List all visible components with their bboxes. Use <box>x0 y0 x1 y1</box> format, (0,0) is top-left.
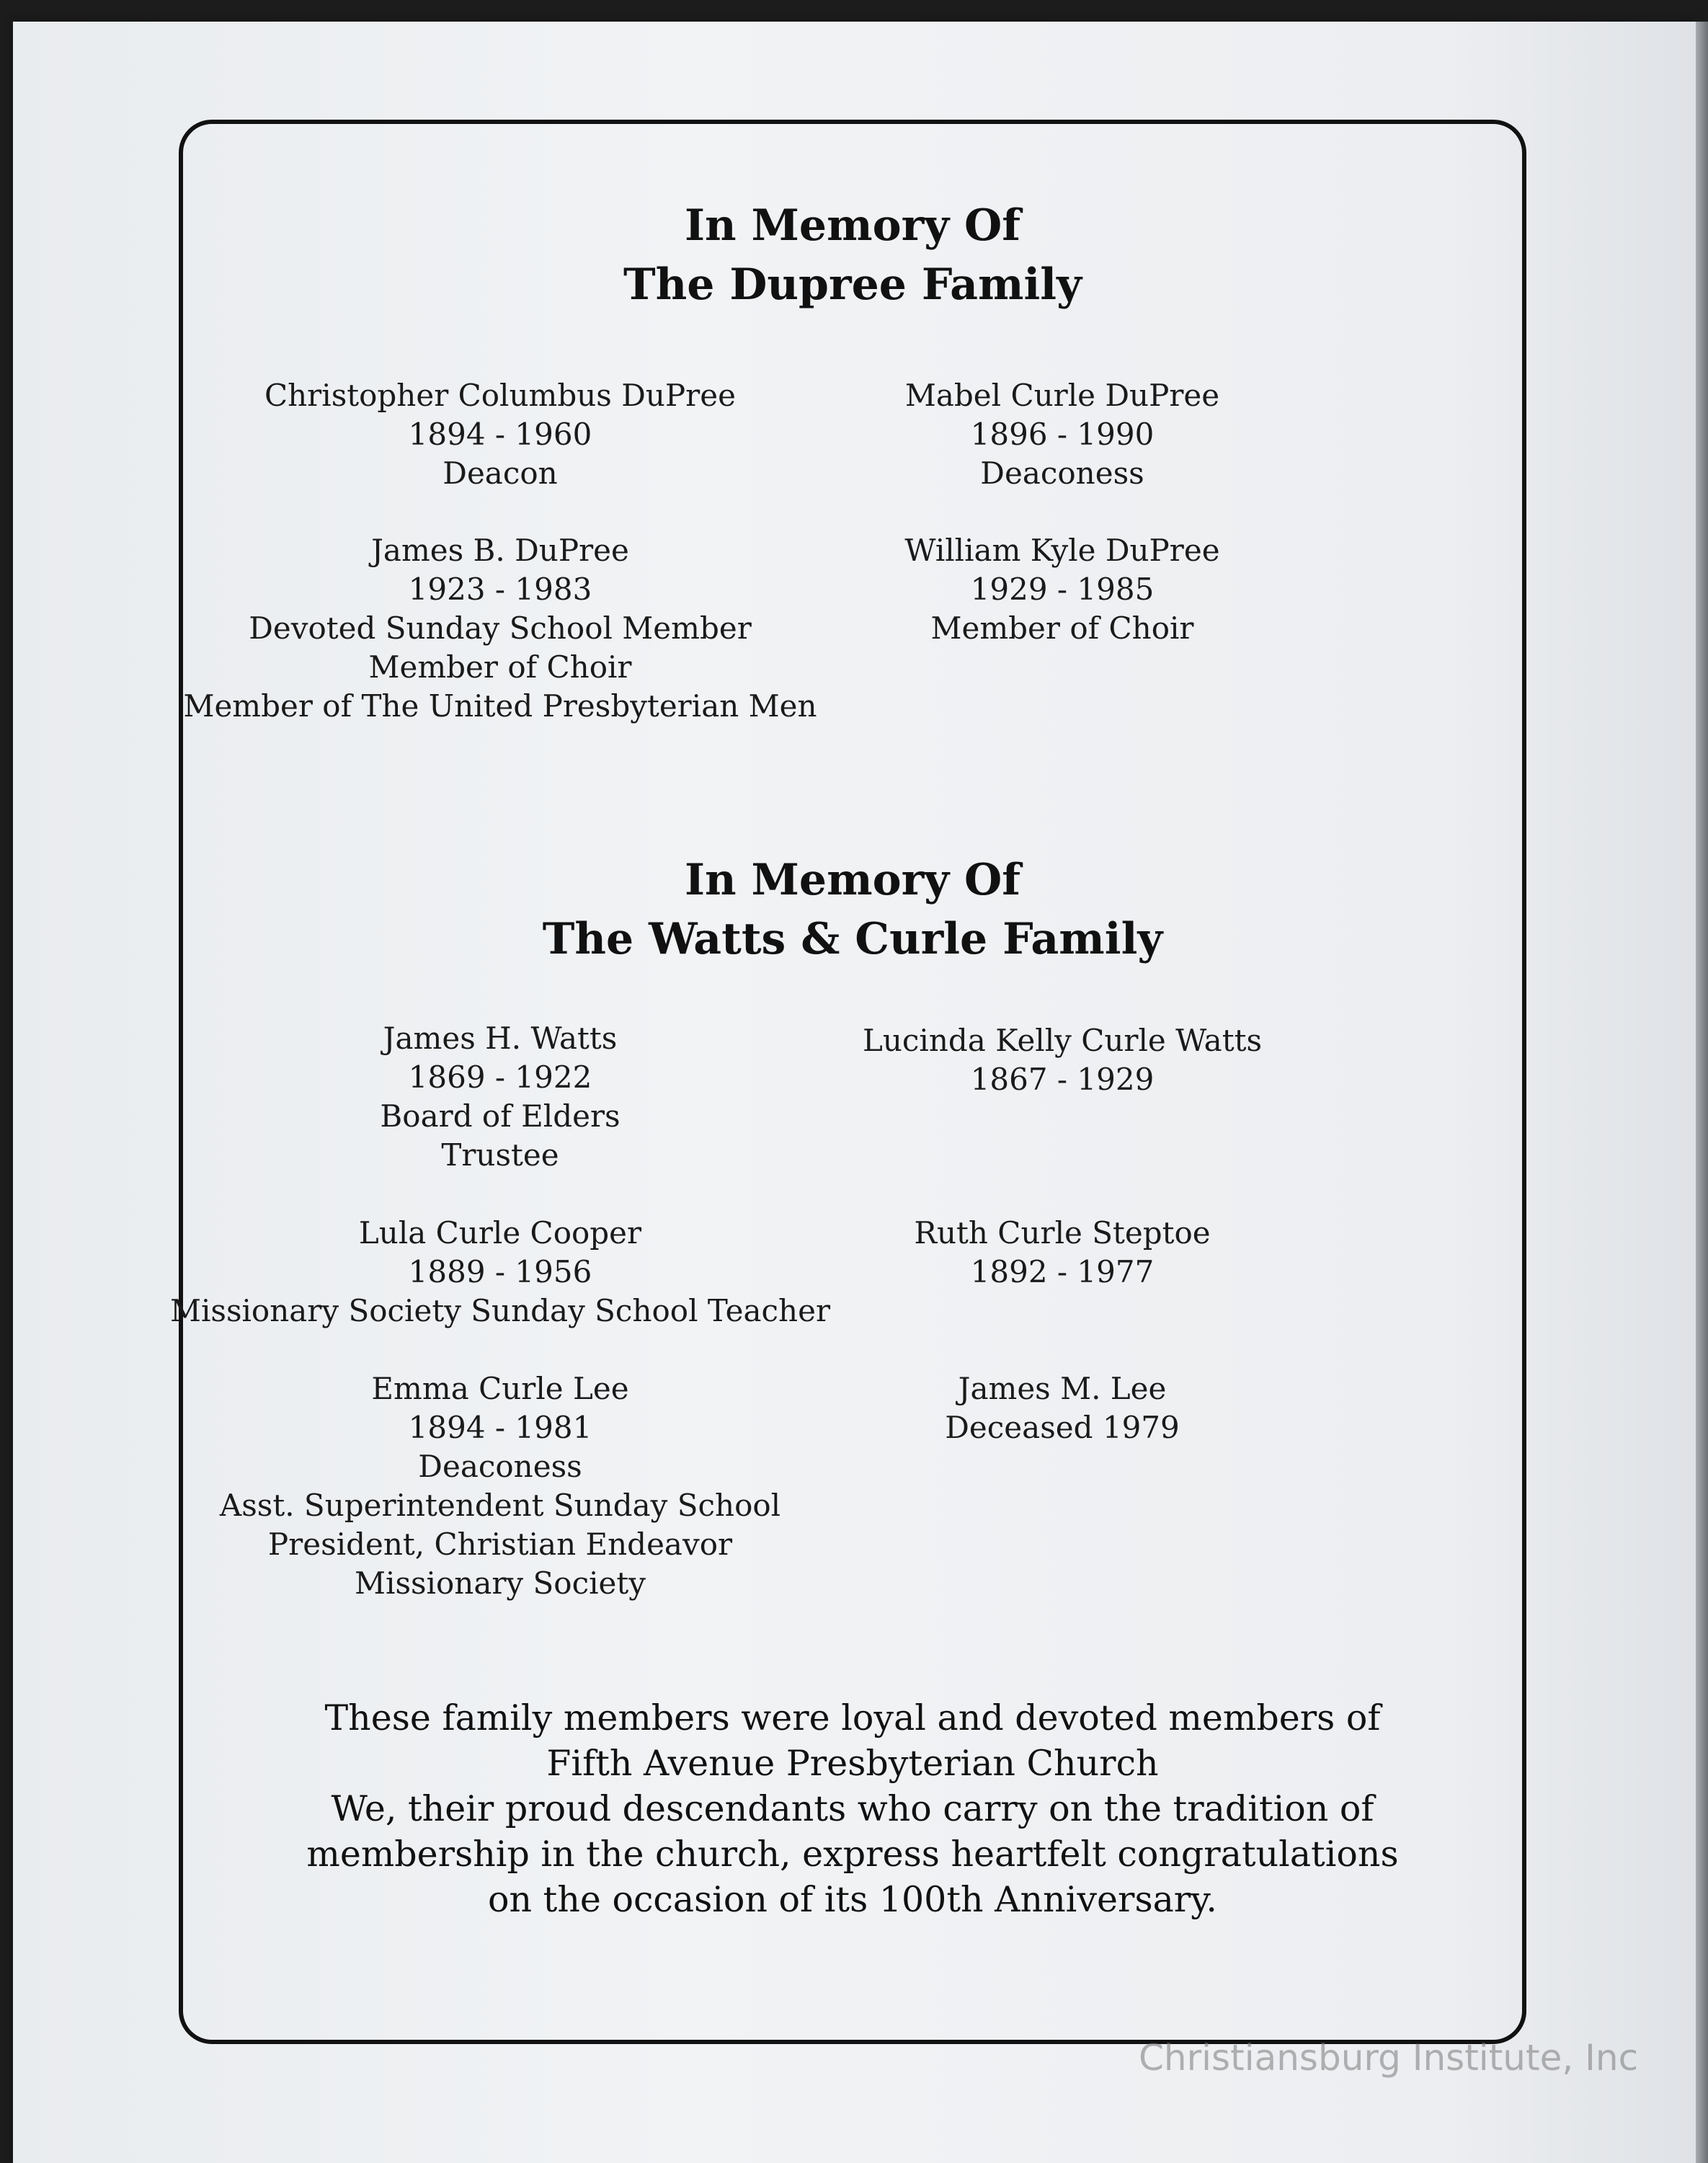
person-detail: Deaconess <box>980 456 1144 491</box>
watts-curle-title-line1: In Memory Of <box>684 855 1021 905</box>
person-detail: Deceased 1979 <box>945 1410 1180 1445</box>
person-detail: 1923 - 1983 <box>408 572 592 607</box>
person-detail: Asst. Superintendent Sunday School <box>219 1488 781 1523</box>
person-name: James B. DuPree <box>371 533 629 568</box>
entry-lucinda-kelly-curle-watts <box>702 1021 1423 1099</box>
closing-line: membership in the church, express heartfelt congratulations <box>306 1834 1399 1875</box>
person-name: Mabel Curle DuPree <box>904 378 1220 413</box>
person-name: Lucinda Kelly Curle Watts <box>862 1023 1263 1058</box>
person-detail: Missionary Society Sunday School Teacher <box>169 1293 831 1328</box>
closing-line: Fifth Avenue Presbyterian Church <box>546 1743 1159 1784</box>
watts-curle-title <box>183 850 1522 969</box>
person-detail: 1869 - 1922 <box>408 1060 592 1095</box>
person-name: James H. Watts <box>383 1021 618 1056</box>
person-detail: Member of The United Presbyterian Men <box>183 688 817 724</box>
person-name: Ruth Curle Steptoe <box>914 1215 1211 1251</box>
entry-james-m-lee <box>702 1369 1423 1447</box>
person-detail: Deaconess <box>418 1449 582 1484</box>
person-detail: 1894 - 1960 <box>408 417 592 452</box>
person-name: Lula Curle Cooper <box>358 1215 642 1251</box>
person-name: William Kyle DuPree <box>904 533 1220 568</box>
watts-curle-title-line2: The Watts & Curle Family <box>542 914 1163 964</box>
dupree-title-line1: In Memory Of <box>684 200 1021 251</box>
person-detail: Missionary Society <box>355 1565 646 1601</box>
watermark-text: Christiansburg Institute, Inc <box>1139 2037 1639 2079</box>
person-detail: 1896 - 1990 <box>970 417 1155 452</box>
dupree-title <box>183 196 1522 314</box>
person-detail: Board of Elders <box>380 1098 621 1134</box>
person-detail: 1892 - 1977 <box>970 1254 1155 1289</box>
person-detail: Trustee <box>441 1137 559 1173</box>
memorial-frame <box>169 120 1526 2044</box>
person-detail: Deacon <box>442 456 558 491</box>
closing-dedication <box>183 1695 1522 1922</box>
entry-mabel-curle-dupree <box>702 376 1423 493</box>
person-detail: Member of Choir <box>368 649 632 685</box>
closing-line: on the occasion of its 100th Anniversary. <box>488 1879 1217 1920</box>
person-detail: 1894 - 1981 <box>408 1410 592 1445</box>
person-detail: Member of Choir <box>930 610 1194 646</box>
person-detail: President, Christian Endeavor <box>267 1527 733 1562</box>
person-name: James M. Lee <box>958 1371 1167 1406</box>
page-edge <box>1696 22 1708 2163</box>
person-name: Christopher Columbus DuPree <box>264 378 736 413</box>
person-detail: 1889 - 1956 <box>408 1254 592 1289</box>
person-detail: 1929 - 1985 <box>970 572 1155 607</box>
person-detail: 1867 - 1929 <box>970 1062 1155 1097</box>
dupree-title-line2: The Dupree Family <box>623 259 1082 310</box>
closing-line: We, their proud descendants who carry on the tradition of <box>331 1788 1374 1829</box>
closing-line: These family members were loyal and devoted members of <box>324 1697 1381 1738</box>
entry-william-kyle-dupree <box>702 531 1423 648</box>
entry-ruth-curle-steptoe <box>702 1214 1423 1292</box>
person-name: Emma Curle Lee <box>371 1371 629 1406</box>
person-detail: Devoted Sunday School Member <box>249 610 752 646</box>
